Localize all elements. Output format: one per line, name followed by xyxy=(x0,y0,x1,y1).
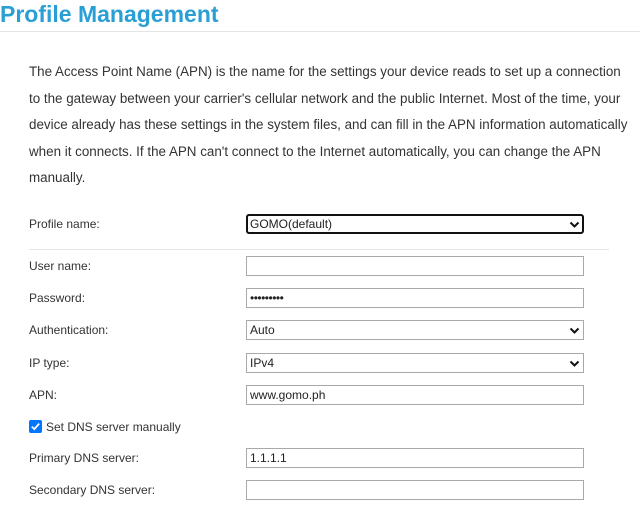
dns-manual-checkbox[interactable] xyxy=(29,420,42,433)
ip-type-select[interactable] xyxy=(246,353,584,373)
password-label: Password: xyxy=(29,291,86,305)
authentication-value: Auto xyxy=(250,323,275,337)
secondary-dns-row xyxy=(29,480,589,502)
title-divider xyxy=(0,31,640,32)
password-row xyxy=(29,288,589,310)
profile-name-label: Profile name: xyxy=(29,217,100,231)
authentication-row xyxy=(29,320,589,342)
section-divider xyxy=(29,249,609,250)
profile-name-row xyxy=(29,214,589,236)
dns-manual-label[interactable]: Set DNS server manually xyxy=(46,420,181,434)
chevron-down-icon xyxy=(569,358,580,369)
chevron-down-icon xyxy=(569,219,580,230)
password-input[interactable] xyxy=(246,288,584,308)
profile-name-value: GOMO(default) xyxy=(250,217,333,231)
secondary-dns-label: Secondary DNS server: xyxy=(29,483,156,497)
authentication-label: Authentication: xyxy=(29,323,109,337)
checkmark-icon xyxy=(30,421,41,432)
user-name-label: User name: xyxy=(29,259,92,273)
apn-description: The Access Point Name (APN) is the name for the settings your device reads to set up a connection to the gateway between your carrier's cellular network and the public Internet. Most of the time, your device already has these settings in the system files, and can fill in the APN information automatically when it connects. If the APN can't connect to the Internet automatically, you can change the APN manually. xyxy=(29,64,628,185)
secondary-dns-input[interactable] xyxy=(246,480,584,500)
profile-name-select[interactable] xyxy=(246,214,584,234)
apn-input[interactable] xyxy=(246,385,584,405)
user-name-input[interactable] xyxy=(246,256,584,276)
ip-type-row xyxy=(29,353,589,375)
user-name-row xyxy=(29,256,589,278)
ip-type-label: IP type: xyxy=(29,356,70,370)
apn-row xyxy=(29,385,589,407)
page-title: Profile Management xyxy=(0,1,219,27)
primary-dns-input[interactable] xyxy=(246,448,584,468)
primary-dns-row xyxy=(29,448,589,470)
apn-label: APN: xyxy=(29,388,58,402)
apn-value: www.gomo.ph xyxy=(250,388,326,402)
primary-dns-label: Primary DNS server: xyxy=(29,451,140,465)
chevron-down-icon xyxy=(569,325,580,336)
ip-type-value: IPv4 xyxy=(250,356,275,370)
authentication-select[interactable] xyxy=(246,320,584,340)
password-value: ••••••••• xyxy=(250,291,284,305)
primary-dns-value: 1.1.1.1 xyxy=(250,451,287,465)
